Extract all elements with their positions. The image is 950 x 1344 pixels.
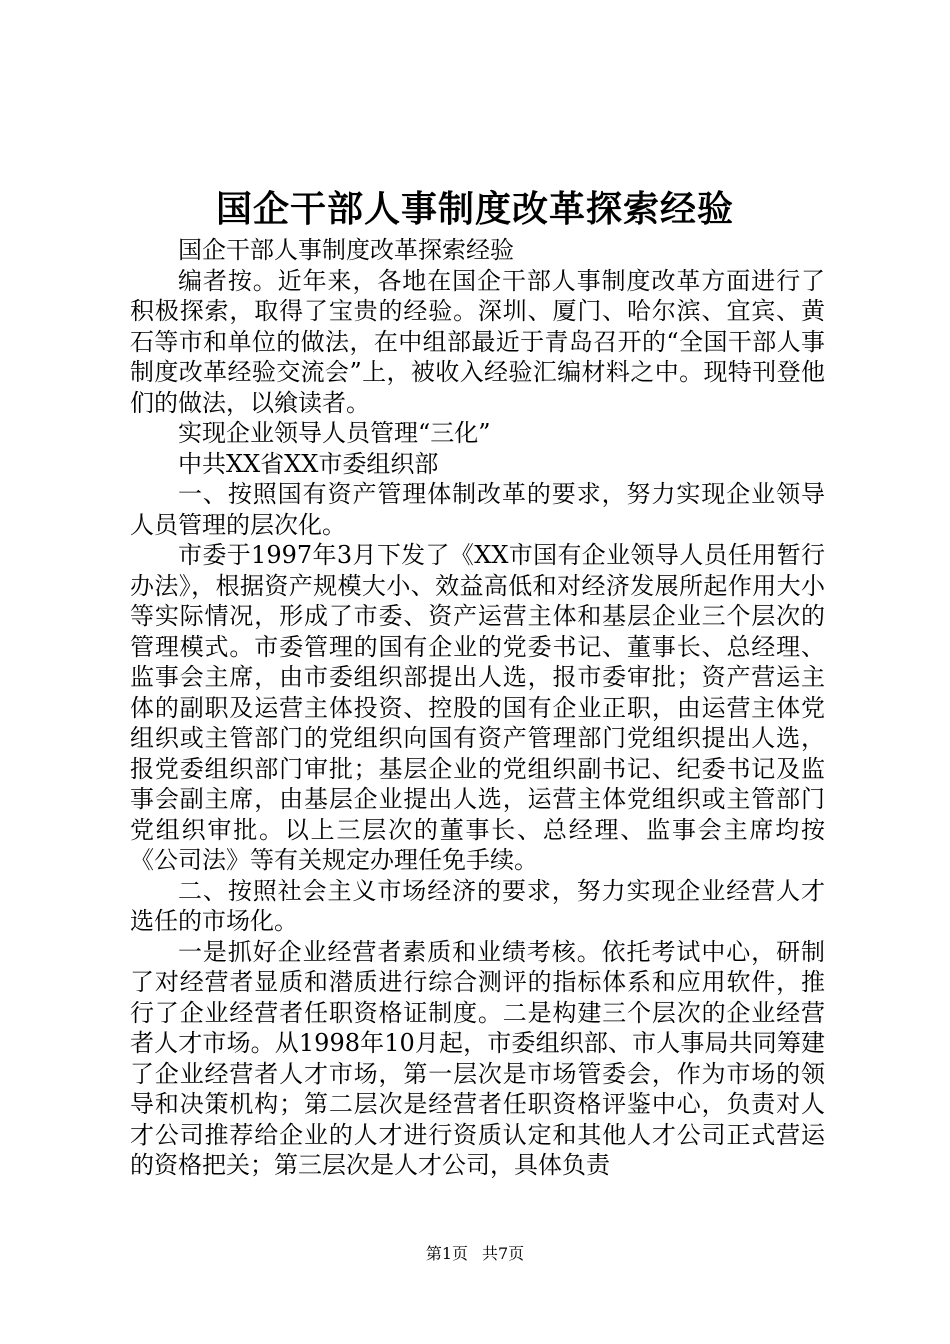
paragraph-body: 一是抓好企业经营者素质和业绩考核。依托考试中心，研制了对经营者显质和潜质进行综合测评的指标体系和应用软件，推行了企业经营者任职资格证制度。二是构建三个层次的企业经营者人才市场。从1998年10月起，市委组织部、市人事局共同筹建了企业经营者人才市场，第一层次是市场管委会，作为市场的领导和决策机构；第二层次是经营者任职资格评鉴中心，负责对人才公司推荐给企业的人才进行资质认定和其他人才公司正式营运的资格把关；第三层次是人才公司，具体负责 <box>130 937 825 1179</box>
paragraph-body: 市委于1997年3月下发了《XX市国有企业领导人员任用暂行办法》，根据资产规模大小、效益高低和对经济发展所起作用大小等实际情况，形成了市委、资产运营主体和基层企业三个层次的管理模式。市委管理的国有企业的党委书记、董事长、总经理、监事会主席，由市委组织部提出人选，报市委审批；资产营运主体的副职及运营主体投资、控股的国有企业正职，由运营主体党组织或主管部门的党组织向国有资产管理部门党组织提出人选，报党委组织部门审批；基层企业的党组织副书记、纪委书记及监事会副主席，由基层企业提出人选，运营主体党组织或主管部门党组织审批。以上三层次的董事长、总经理、监事会主席均按《公司法》等有关规定办理任免手续。 <box>130 541 825 874</box>
page-number: 第1页 <box>425 1244 468 1263</box>
paragraph-section-heading: 实现企业领导人员管理“三化” <box>178 419 491 447</box>
paragraph-author: 中共XX省XX市委组织部 <box>178 449 439 478</box>
paragraph-point-two: 二、按照社会主义市场经济的要求，努力实现企业经营人才选任的市场化。 <box>130 876 825 935</box>
document-title: 国企干部人事制度改革探索经验 <box>215 188 734 230</box>
paragraph-point-one: 一、按照国有资产管理体制改革的要求，努力实现企业领导人员管理的层次化。 <box>130 480 825 539</box>
document-body <box>130 235 825 1181</box>
page-total: 共7页 <box>482 1244 525 1263</box>
paragraph-editor-note: 编者按。近年来，各地在国企干部人事制度改革方面进行了积极探索，取得了宝贵的经验。深圳、厦门、哈尔滨、宜宾、黄石等市和单位的做法，在中组部最近于青岛召开的“全国干部人事制度改革经验交流会”上，被收入经验汇编材料之中。现特刊登他们的做法，以飨读者。 <box>130 266 825 417</box>
page-footer <box>0 1243 950 1265</box>
paragraph-subtitle: 国企干部人事制度改革探索经验 <box>178 236 514 264</box>
